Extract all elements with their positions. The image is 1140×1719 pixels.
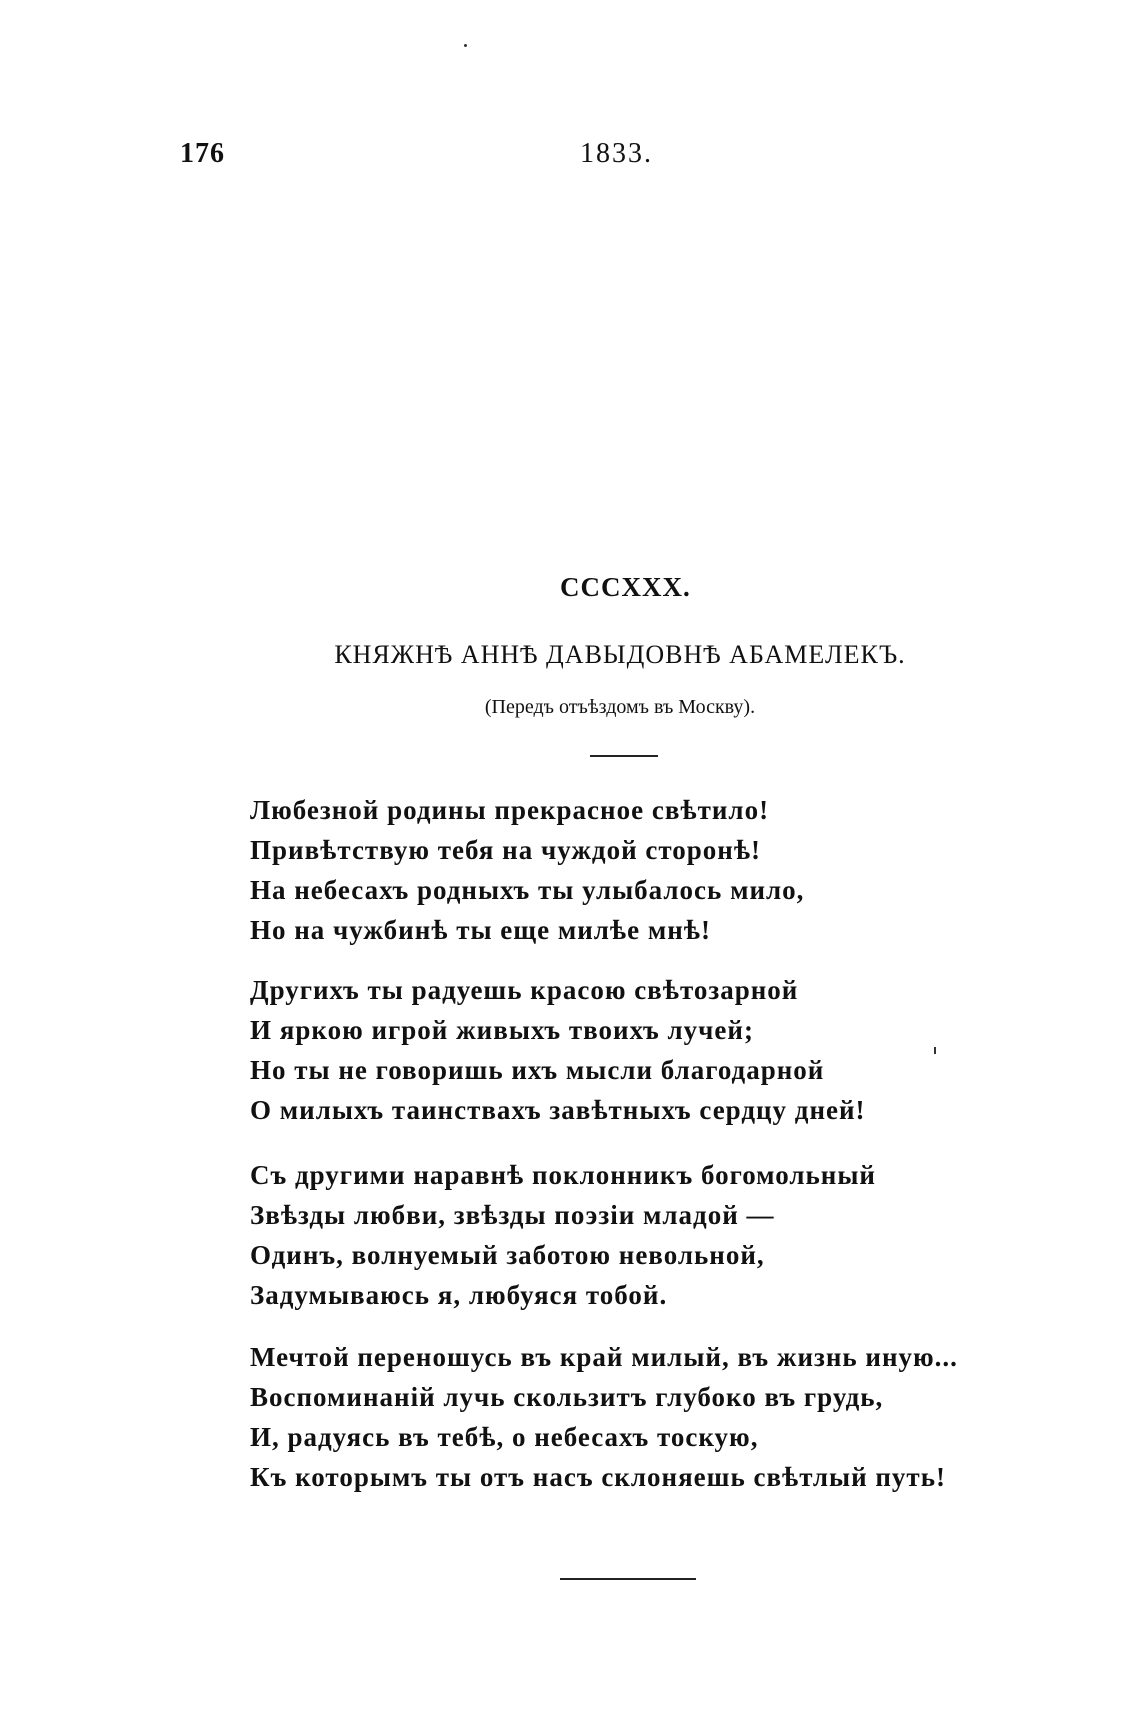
verse-line: Одинъ, волнуемый заботою невольной,	[250, 1240, 765, 1270]
verse-line: Но ты не говоришь ихъ мысли благодарной	[250, 1055, 825, 1085]
verse-line: О милыхъ таинствахъ завѣтныхъ сердцу дней!	[250, 1095, 866, 1125]
verse-line: Другихъ ты радуешь красою свѣтозарной	[250, 975, 799, 1005]
verse-line: Задумываюсь я, любуяся тобой.	[250, 1280, 668, 1310]
print-speck	[464, 44, 467, 47]
end-divider	[560, 1578, 696, 1580]
stanza-4	[250, 1337, 1050, 1497]
verse-line: Съ другими наравнѣ поклонникъ богомольный	[250, 1160, 876, 1190]
verse-line: Къ которымъ ты отъ насъ склоняешь свѣтлый путь!	[250, 1462, 946, 1492]
verse-line: Воспоминаній лучь скользитъ глубоко въ грудь,	[250, 1382, 884, 1412]
verse-line: Привѣтствую тебя на чуждой сторонѣ!	[250, 835, 762, 865]
verse-line: Мечтой переношусь въ край милый, въ жизнь иную...	[250, 1342, 958, 1372]
page-number: 176	[180, 138, 225, 169]
stanza-2	[250, 970, 1050, 1130]
verse-line: И яркою игрой живыхъ твоихъ лучей;	[250, 1015, 754, 1045]
running-header-year: 1833.	[580, 138, 653, 169]
verse-line: И, радуясь въ тебѣ, о небесахъ тоскую,	[250, 1422, 759, 1452]
title-divider	[590, 755, 658, 757]
poem-subtitle: (Передъ отъѣздомъ въ Москву).	[484, 696, 756, 718]
verse-line: Звѣзды любви, звѣзды поэзіи младой —	[250, 1200, 775, 1230]
poem-title: КНЯЖНѢ АННѢ ДАВЫДОВНѢ АБАМЕЛЕКЪ.	[334, 640, 906, 669]
verse-line: Любезной родины прекрасное свѣтило!	[250, 795, 770, 825]
verse-line: На небесахъ родныхъ ты улыбалось мило,	[250, 875, 805, 905]
stanza-3	[250, 1155, 1050, 1315]
poem-number: СССXXX.	[560, 572, 691, 602]
verse-line: Но на чужбинѣ ты еще милѣе мнѣ!	[250, 915, 711, 945]
stanza-1	[250, 790, 1050, 950]
